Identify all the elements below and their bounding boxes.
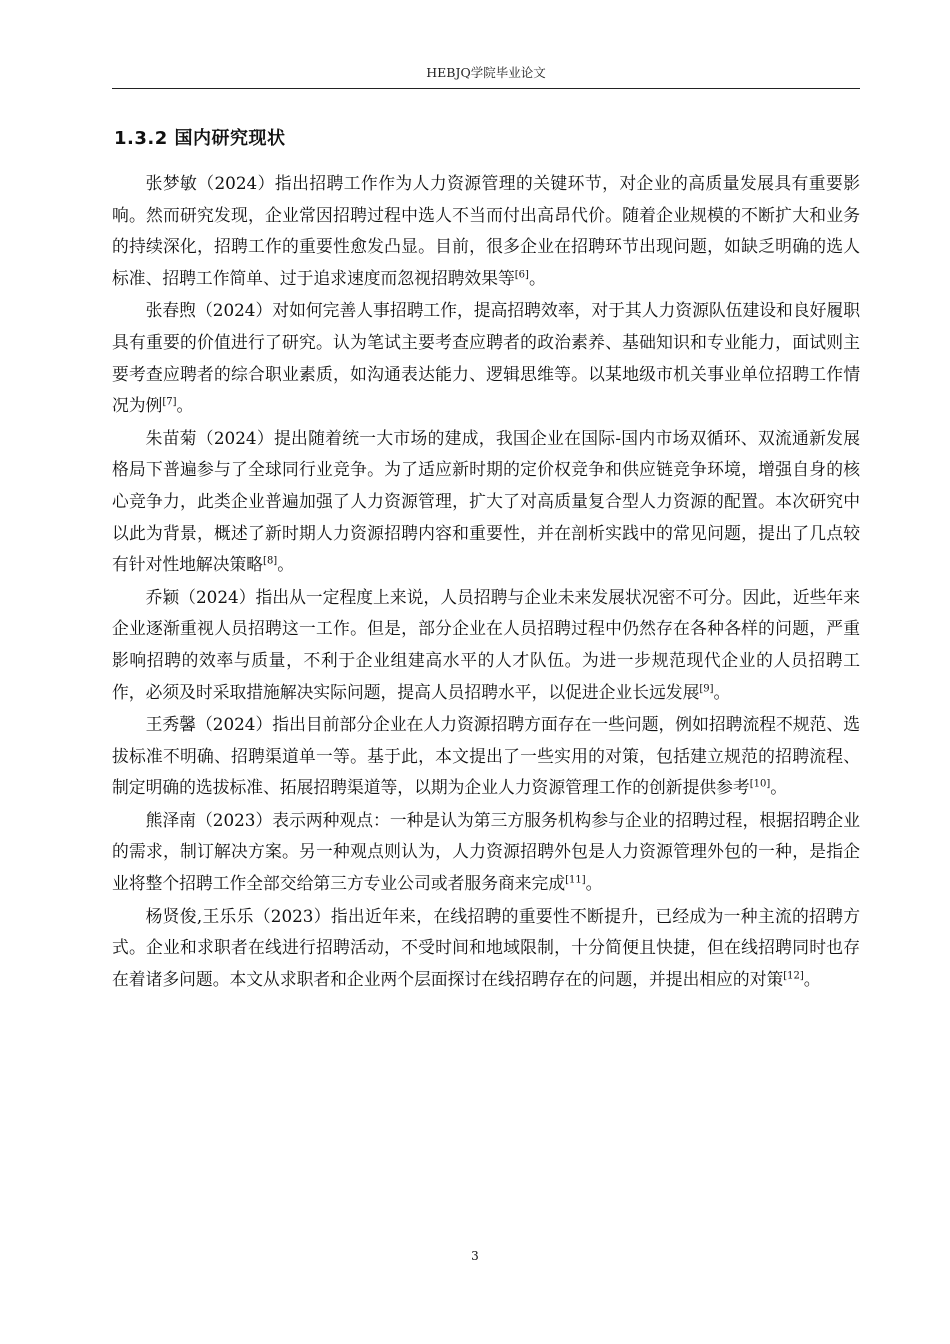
paragraph-text: 熊泽南（2023）表示两种观点：一种是认为第三方服务机构参与企业的招聘过程，根据招聘企业的需求，制订解决方案。另一种观点则认为，人力资源招聘外包是人力资源管理外包的一种，是指企业将整个招聘工作全部交给第三方专业公司或者服务商来完成 [112, 809, 860, 894]
paragraph-end: 。 [277, 554, 295, 575]
paragraph-end: 。 [770, 777, 788, 798]
header-title: HEBJQ学院毕业论文 [426, 65, 546, 80]
citation-7[interactable]: [7] [162, 396, 177, 408]
paragraph-wang-xiuxin [112, 709, 860, 804]
paragraph-zhang-mengmin [112, 168, 860, 294]
paragraph-text: 王秀馨（2024）指出目前部分企业在人力资源招聘方面存在一些问题，例如招聘流程不规范、选拔标准不明确、招聘渠道单一等。基于此，本文提出了一些实用的对策，包括建立规范的招聘流程、制定明确的选拔标准、拓展招聘渠道等，以期为企业人力资源管理工作的创新提供参考 [112, 714, 860, 798]
citation-12[interactable]: [12] [783, 970, 804, 982]
paragraph-end: 。 [585, 873, 603, 894]
page-header [112, 62, 860, 89]
paragraph-text: 乔颖（2024）指出从一定程度上来说，人员招聘与企业未来发展状况密不可分。因此，近些年来企业逐渐重视人员招聘这一工作。但是，部分企业在人员招聘过程中仍然存在各种各样的问题，严重影响招聘的效率与质量，不利于企业组建高水平的人才队伍。为进一步规范现代企业的人员招聘工作，必须及时采取措施解决实际问题，提高人员招聘水平，以促进企业长远发展 [112, 586, 860, 702]
paragraph-end: 。 [713, 681, 731, 702]
page-number: 3 [471, 1249, 479, 1263]
paragraph-zhang-chunxu [112, 295, 860, 421]
citation-11[interactable]: [11] [565, 874, 586, 886]
paragraph-end: 。 [176, 395, 194, 416]
paragraph-text: 杨贤俊,王乐乐（2023）指出近年来，在线招聘的重要性不断提升，已经成为一种主流的招聘方式。企业和求职者在线进行招聘活动，不受时间和地域限制，十分简便且快捷，但在线招聘同时也存在着诸多问题。本文从求职者和企业两个层面探讨在线招聘存在的问题，并提出相应的对策 [112, 905, 860, 989]
paragraph-text: 张春煦（2024）对如何完善人事招聘工作，提高招聘效率，对于其人力资源队伍建设和良好履职具有重要的价值进行了研究。认为笔试主要考查应聘者的政治素养、基础知识和专业能力，面试则主要考查应聘者的综合职业素质，如沟通表达能力、逻辑思维等。以某地级市机关事业单位招聘工作情况为例 [112, 300, 860, 416]
paragraph-xiong-zenan [112, 805, 860, 900]
paragraph-zhu-miaoju [112, 423, 860, 581]
paragraph-yang-xianjun [112, 901, 860, 996]
paragraph-text: 张梦敏（2024）指出招聘工作作为人力资源管理的关键环节，对企业的高质量发展具有重要影响。然而研究发现，企业常因招聘过程中选人不当而付出高昂代价。随着企业规模的不断扩大和业务的持续深化，招聘工作的重要性愈发凸显。目前，很多企业在招聘环节出现问题，如缺乏明确的选人标准、招聘工作简单、过于追求速度而忽视招聘效果等 [112, 173, 860, 288]
citation-10[interactable]: [10] [749, 778, 771, 790]
paragraph-end: 。 [803, 968, 821, 989]
paragraph-text: 朱苗菊（2024）提出随着统一大市场的建成，我国企业在国际-国内市场双循环、双流通新发展格局下普遍参与了全球同行业竞争。为了适应新时期的定价权竞争和供应链竞争环境，增强自身的核心竞争力，此类企业普遍加强了人力资源管理，扩大了对高质量复合型人力资源的配置。本次研究中以此为背景，概述了新时期人力资源招聘内容和重要性，并在剖析实践中的常见问题，提出了几点较有针对性地解决策略 [112, 427, 860, 575]
citation-9[interactable]: [9] [699, 682, 714, 694]
citation-8[interactable]: [8] [263, 555, 278, 567]
body-text [112, 168, 860, 996]
paragraph-qiao-ying [112, 582, 860, 708]
section-title: 1.3.2 国内研究现状 [114, 128, 286, 149]
citation-6[interactable]: [6] [514, 269, 529, 281]
paragraph-end: 。 [528, 267, 546, 288]
